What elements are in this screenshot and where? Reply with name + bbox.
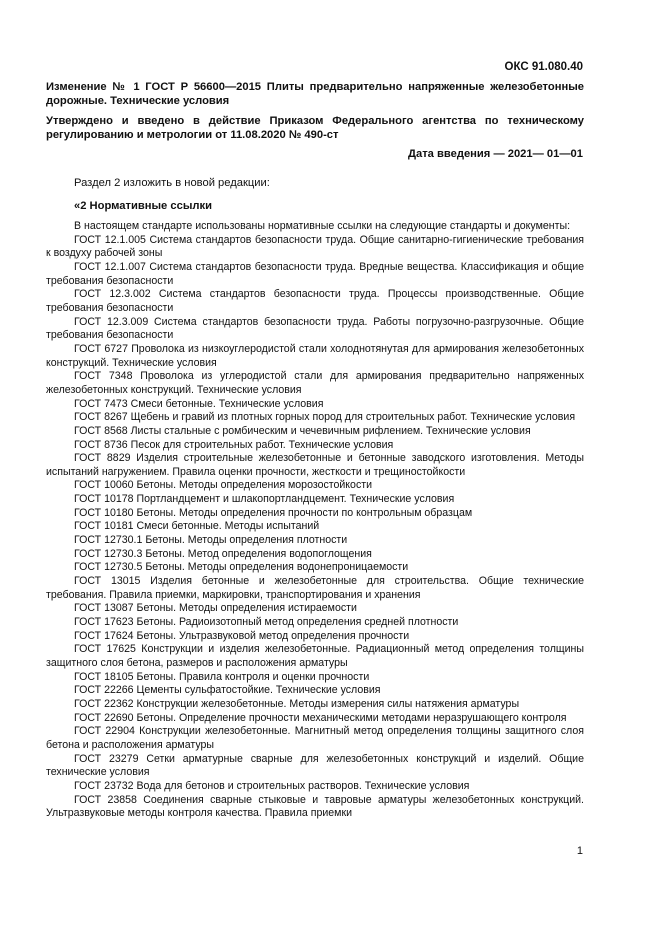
reference-item: ГОСТ 22266 Цементы сульфатостойкие. Технические условия: [74, 684, 381, 697]
reference-item: ГОСТ 8736 Песок для строительных работ. Технические условия: [74, 438, 394, 451]
reference-item: ГОСТ 12730.3 Бетоны. Метод определения водопоглощения: [74, 547, 372, 560]
reference-item: ГОСТ 10060 Бетоны. Методы определения морозостойкости: [74, 479, 373, 492]
reference-item: ГОСТ 10180 Бетоны. Методы определения прочности по контрольным образцам: [74, 506, 473, 519]
reference-item: ГОСТ 8829 Изделия строительные железобетонные и бетонные заводского изготовления. Методы испытаний нагружением. Правила оценки прочности, жесткости и трещиностойкости: [46, 452, 584, 478]
reference-item: ГОСТ 12730.1 Бетоны. Методы определения плотности: [74, 534, 348, 547]
reference-item: ГОСТ 17624 Бетоны. Ультразвуковой метод определения прочности: [74, 629, 410, 642]
section-title: «2 Нормативные ссылки: [74, 200, 212, 212]
reference-item: ГОСТ 12.3.002 Система стандартов безопасности труда. Процессы производственные. Общие требования безопасности: [46, 288, 584, 314]
reference-item: ГОСТ 23732 Вода для бетонов и строительных растворов. Технические условия: [74, 779, 470, 792]
classification-code: ОКС 91.080.40: [504, 61, 583, 73]
amendment-title: Изменение № 1 ГОСТ Р 56600—2015 Плиты предварительно напряженные железобетонные дорожные. Технические условия: [46, 81, 584, 107]
reference-item: ГОСТ 22904 Конструкции железобетонные. Магнитный метод определения толщины защитного слоя бетона и расположения арматуры: [46, 725, 584, 751]
reference-item: ГОСТ 23279 Сетки арматурные сварные для железобетонных конструкций и изделий. Общие технические условия: [46, 752, 584, 779]
reference-item: ГОСТ 6727 Проволока из низкоуглеродистой стали холоднотянутая для армирования железобетонных конструкций. Технические условия: [46, 342, 584, 369]
reference-item: ГОСТ 13087 Бетоны. Методы определения истираемости: [74, 602, 357, 615]
reference-item: ГОСТ 7473 Смеси бетонные. Технические условия: [74, 397, 324, 410]
reference-item: ГОСТ 12.1.005 Система стандартов безопасности труда. Общие санитарно-гигиенические требования к воздуху рабочей зоны: [46, 233, 584, 260]
references-intro: В настоящем стандарте использованы нормативные ссылки на следующие стандарты и документы:: [74, 220, 571, 232]
reference-item: ГОСТ 22690 Бетоны. Определение прочности механическими методами неразрушающего контроля: [74, 711, 567, 724]
reference-item: ГОСТ 8267 Щебень и гравий из плотных горных пород для строительных работ. Технические условия: [74, 411, 576, 424]
reference-item: ГОСТ 18105 Бетоны. Правила контроля и оценки прочности: [74, 670, 370, 683]
approval-statement: Утверждено и введено в действие Приказом Федерального агентства по техническому регулированию и метрологии от 11.08.2020 № 490-ст: [46, 115, 584, 141]
reference-item: ГОСТ 12.3.009 Система стандартов безопасности труда. Работы погрузочно-разгрузочные. Общие требования безопасности: [46, 315, 584, 342]
reference-item: ГОСТ 17623 Бетоны. Радиоизотопный метод определения средней плотности: [74, 616, 459, 629]
reference-item: ГОСТ 7348 Проволока из углеродистой стали для армирования предварительно напряженных железобетонных конструкций. Технические условия: [46, 370, 584, 396]
reference-item: ГОСТ 23858 Соединения сварные стыковые и тавровые арматуры железобетонных конструкций. Ультразвуковые методы контроля качества. Правила приемки: [46, 793, 584, 820]
effective-date: Дата введения — 2021— 01—01: [408, 148, 583, 160]
reference-item: ГОСТ 10181 Смеси бетонные. Методы испытаний: [74, 520, 320, 533]
reference-item: ГОСТ 17625 Конструкции и изделия железобетонные. Радиационный метод определения толщины защитного слоя бетона, размеров и расположения арматуры: [46, 643, 584, 669]
page-number: 1: [576, 845, 583, 857]
reference-item: ГОСТ 13015 Изделия бетонные и железобетонные для строительства. Общие технические требования. Правила приемки, маркировки, транспортирования и хранения: [46, 575, 584, 601]
reference-item: ГОСТ 22362 Конструкции железобетонные. Методы измерения силы натяжения арматуры: [74, 697, 520, 710]
reference-item: ГОСТ 12730.5 Бетоны. Методы определения водонепроницаемости: [74, 561, 409, 574]
reference-item: ГОСТ 8568 Листы стальные с ромбическим и чечевичным рифлением. Технические условия: [74, 424, 531, 437]
reference-item: ГОСТ 12.1.007 Система стандартов безопасности труда. Вредные вещества. Классификация и общие требования безопасности: [46, 260, 584, 287]
references-list: [46, 220, 584, 821]
reference-item: ГОСТ 10178 Портландцемент и шлакопортландцемент. Технические условия: [74, 493, 455, 506]
intro-text: Раздел 2 изложить в новой редакции:: [74, 177, 270, 189]
